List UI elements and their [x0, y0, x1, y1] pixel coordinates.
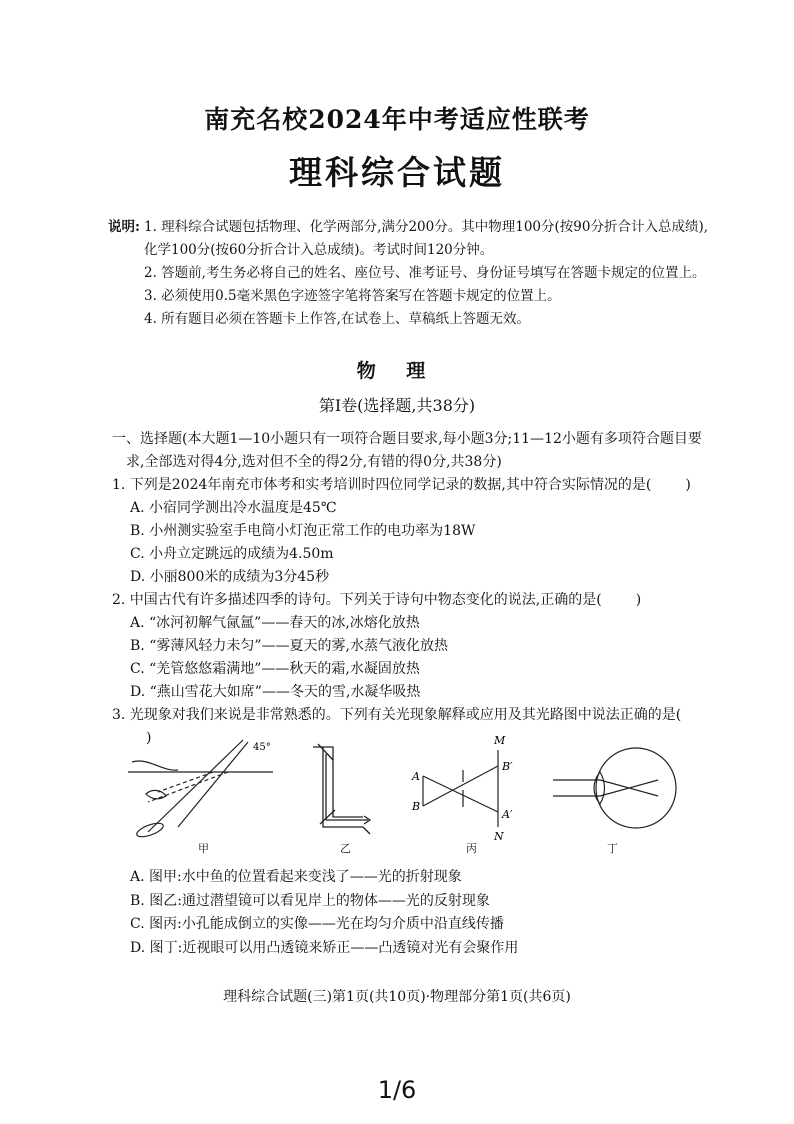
option: A. 小宿同学测出冷水温度是45℃ [130, 500, 337, 516]
label-a-prime: A′ [502, 808, 513, 821]
paren-close: ) [635, 592, 642, 608]
instructions [108, 216, 708, 331]
question-3-options [130, 866, 670, 960]
caption-yi: 乙 [340, 842, 351, 855]
instruction-item: 2. 答题前,考生务必将自己的姓名、座位号、准考证号、身份证号填写在答题卡规定的位置上。 [144, 265, 706, 281]
label-n: N [494, 830, 504, 842]
paren-close: ) [146, 730, 152, 746]
option: D. “燕山雪花大如席”——冬天的雪,水凝华吸热 [130, 684, 421, 700]
caption-ding: 丁 [607, 842, 618, 855]
option: C. “羌管悠悠霜满地”——秋天的霜,水凝固放热 [130, 661, 420, 677]
caption-jia: 甲 [198, 842, 209, 855]
exam-subtitle: 理科综合试题 [289, 153, 505, 192]
figure-ding [548, 732, 678, 842]
paren-close: ) [685, 477, 691, 493]
figure-bing [408, 732, 528, 842]
question-1 [112, 474, 704, 497]
instruction-item: 3. 必须使用0.5毫米黑色字迹签字笔将答案写在答题卡规定的位置上。 [144, 288, 561, 304]
option: B. 图乙:通过潜望镜可以看见岸上的物体——光的反射现象 [130, 892, 490, 909]
question-stem: 2. 中国古代有许多描述四季的诗句。下列关于诗句中物态变化的说法,正确的是( [112, 592, 602, 608]
figure-yi [308, 732, 378, 842]
label-b: B [412, 800, 421, 813]
instruction-item: 1. 理科综合试题包括物理、化学两部分,满分200分。其中物理100分(按90分折合计入总成绩),化学100分(按60分折合计入总成绩)。考试时间120分钟。 [144, 219, 708, 258]
angle-label: 45° [253, 742, 271, 753]
subject-heading: 物 理 [356, 360, 438, 382]
page-indicator: 1/6 [377, 1076, 417, 1104]
questions [112, 428, 704, 750]
option: D. 图丁:近视眼可以用凸透镜来矫正——凸透镜对光有会聚作用 [130, 939, 519, 956]
option: B. “雾薄风轻力未匀”——夏天的雾,水蒸气液化放热 [130, 638, 448, 654]
question-stem: 3. 光现象对我们来说是非常熟悉的。下列有关光现象解释或应用及其光路图中说法正确的是( [112, 707, 682, 723]
label-m: M [494, 734, 506, 747]
section-instructions: 一、选择题(本大题1—10小题只有一项符合题目要求,每小题3分;11—12小题有多项符合题目要求,全部选对得4分,选对但不全的得2分,有错的得0分,共38分) [112, 431, 702, 470]
option: A. “冰河初解气氤氲”——春天的冰,冰熔化放热 [130, 615, 420, 631]
option: A. 图甲:水中鱼的位置看起来变浅了——光的折射现象 [130, 869, 462, 885]
question-2 [112, 589, 704, 612]
option: B. 小州测实验室手电筒小灯泡正常工作的电功率为18W [130, 523, 476, 539]
option: D. 小丽800米的成绩为3分45秒 [130, 569, 330, 585]
option: C. 小舟立定跳远的成绩为4.50m [130, 546, 334, 562]
label-b-prime: B′ [502, 760, 513, 773]
instruction-item: 4. 所有题目必须在答题卡上作答,在试卷上、草稿纸上答题无效。 [144, 311, 530, 327]
exam-title: 南充名校2024年中考适应性联考 [204, 105, 590, 134]
instructions-label: 说明: [108, 219, 140, 235]
page-footer: 理科综合试题(三)第1页(共10页)·物理部分第1页(共6页) [223, 989, 571, 1005]
caption-bing: 丙 [466, 842, 477, 855]
label-a: A [412, 770, 420, 783]
option: C. 图丙:小孔能成倒立的实像——光在均匀介质中沿直线传播 [130, 916, 504, 932]
volume-heading: 第Ⅰ卷(选择题,共38分) [318, 396, 476, 415]
question-stem: 1. 下列是2024年南充市体考和实考培训时四位同学记录的数据,其中符合实际情况的是( [112, 477, 652, 493]
figure-jia [118, 732, 278, 842]
